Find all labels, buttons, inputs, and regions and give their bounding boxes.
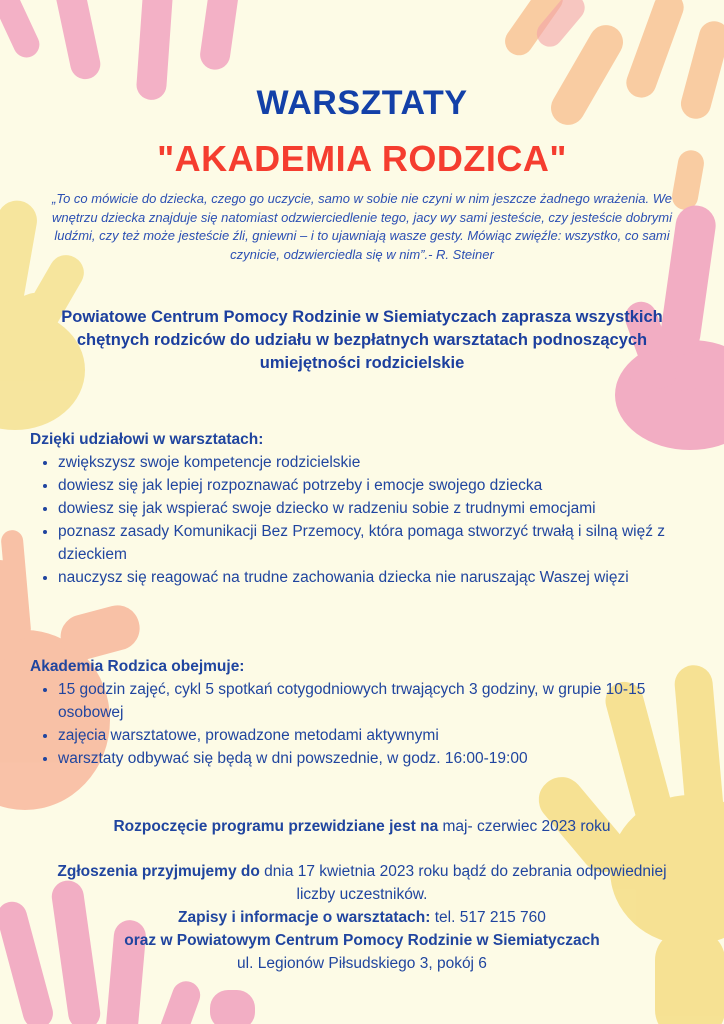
registration-value: dnia 17 kwietnia 2023 roku bądź do zebrania odpowiedniej liczby uczestników. <box>259 863 667 903</box>
steiner-quote: „To co mówicie do dziecka, czego go uczycie, samo w sobie nie czyni w nim jeszcze żadnego wrażenia. We wnętrzu dziecka znajduje się natomiast odzwierciedlenie tego, jacy wy sami jesteście, czy jesteście dobrymi ludźmi, czy też może jesteście źli, gniewni – i to ujawniają wasze gesty. Mówiąc zwięźle: wszystko, co sami czynicie, odzwierciedla się w nim”.- R. Steiner <box>52 191 672 262</box>
info-line <box>40 906 684 929</box>
phone-number: tel. 517 215 760 <box>430 909 546 926</box>
list-item: • dowiesz się jak wspierać swoje dziecko w radzeniu sobie z trudnymi emocjami <box>58 497 690 520</box>
registration-label: Zgłoszenia przyjmujemy do <box>57 863 260 880</box>
program-list <box>30 678 690 770</box>
title-line-1: WARSZTATY <box>256 84 468 122</box>
program-start <box>40 815 684 838</box>
benefits-heading: Dzięki udziałowi w warsztatach: <box>30 431 264 448</box>
title-line-2: "AKADEMIA RODZICA" <box>157 138 567 179</box>
place-line <box>40 929 684 952</box>
list-item: • poznasz zasady Komunikacji Bez Przemocy, która pomaga stworzyć trwałą i silną więź z dzieckiem <box>58 520 690 566</box>
list-item: • zajęcia warsztatowe, prowadzone metodami aktywnymi <box>58 724 690 747</box>
list-item: • zwiększysz swoje kompetencje rodzicielskie <box>58 451 690 474</box>
start-label: Rozpoczęcie programu przewidziane jest na <box>113 818 439 835</box>
contact-block <box>40 860 684 975</box>
program-section <box>30 655 690 770</box>
list-item: • dowiesz się jak lepiej rozpoznawać potrzeby i emocje swojego dziecka <box>58 474 690 497</box>
benefits-list <box>30 451 690 589</box>
program-heading: Akademia Rodzica obejmuje: <box>30 658 245 675</box>
list-item: • 15 godzin zajęć, cykl 5 spotkań cotygodniowych trwających 3 godziny, w grupie 10-15 osobowej <box>58 678 690 724</box>
registration-line <box>40 860 684 906</box>
place-text: oraz w Powiatowym Centrum Pomocy Rodzinie w Siemiatyczach <box>124 932 600 949</box>
start-value: maj- czerwiec 2023 roku <box>438 818 611 835</box>
list-item: • warsztaty odbywać się będą w dni powszednie, w godz. 16:00-19:00 <box>58 747 690 770</box>
address-line: ul. Legionów Piłsudskiego 3, pokój 6 <box>237 955 487 972</box>
invitation-text: Powiatowe Centrum Pomocy Rodzinie w Siemiatyczach zaprasza wszystkich chętnych rodziców do udziału w bezpłatnych warsztatach podnoszących umiejętności rodzicielskie <box>61 308 663 372</box>
benefits-section <box>30 428 690 589</box>
list-item: • nauczysz się reagować na trudne zachowania dziecka nie naruszając Waszej więzi <box>58 566 690 589</box>
info-label: Zapisy i informacje o warsztatach: <box>178 909 431 926</box>
